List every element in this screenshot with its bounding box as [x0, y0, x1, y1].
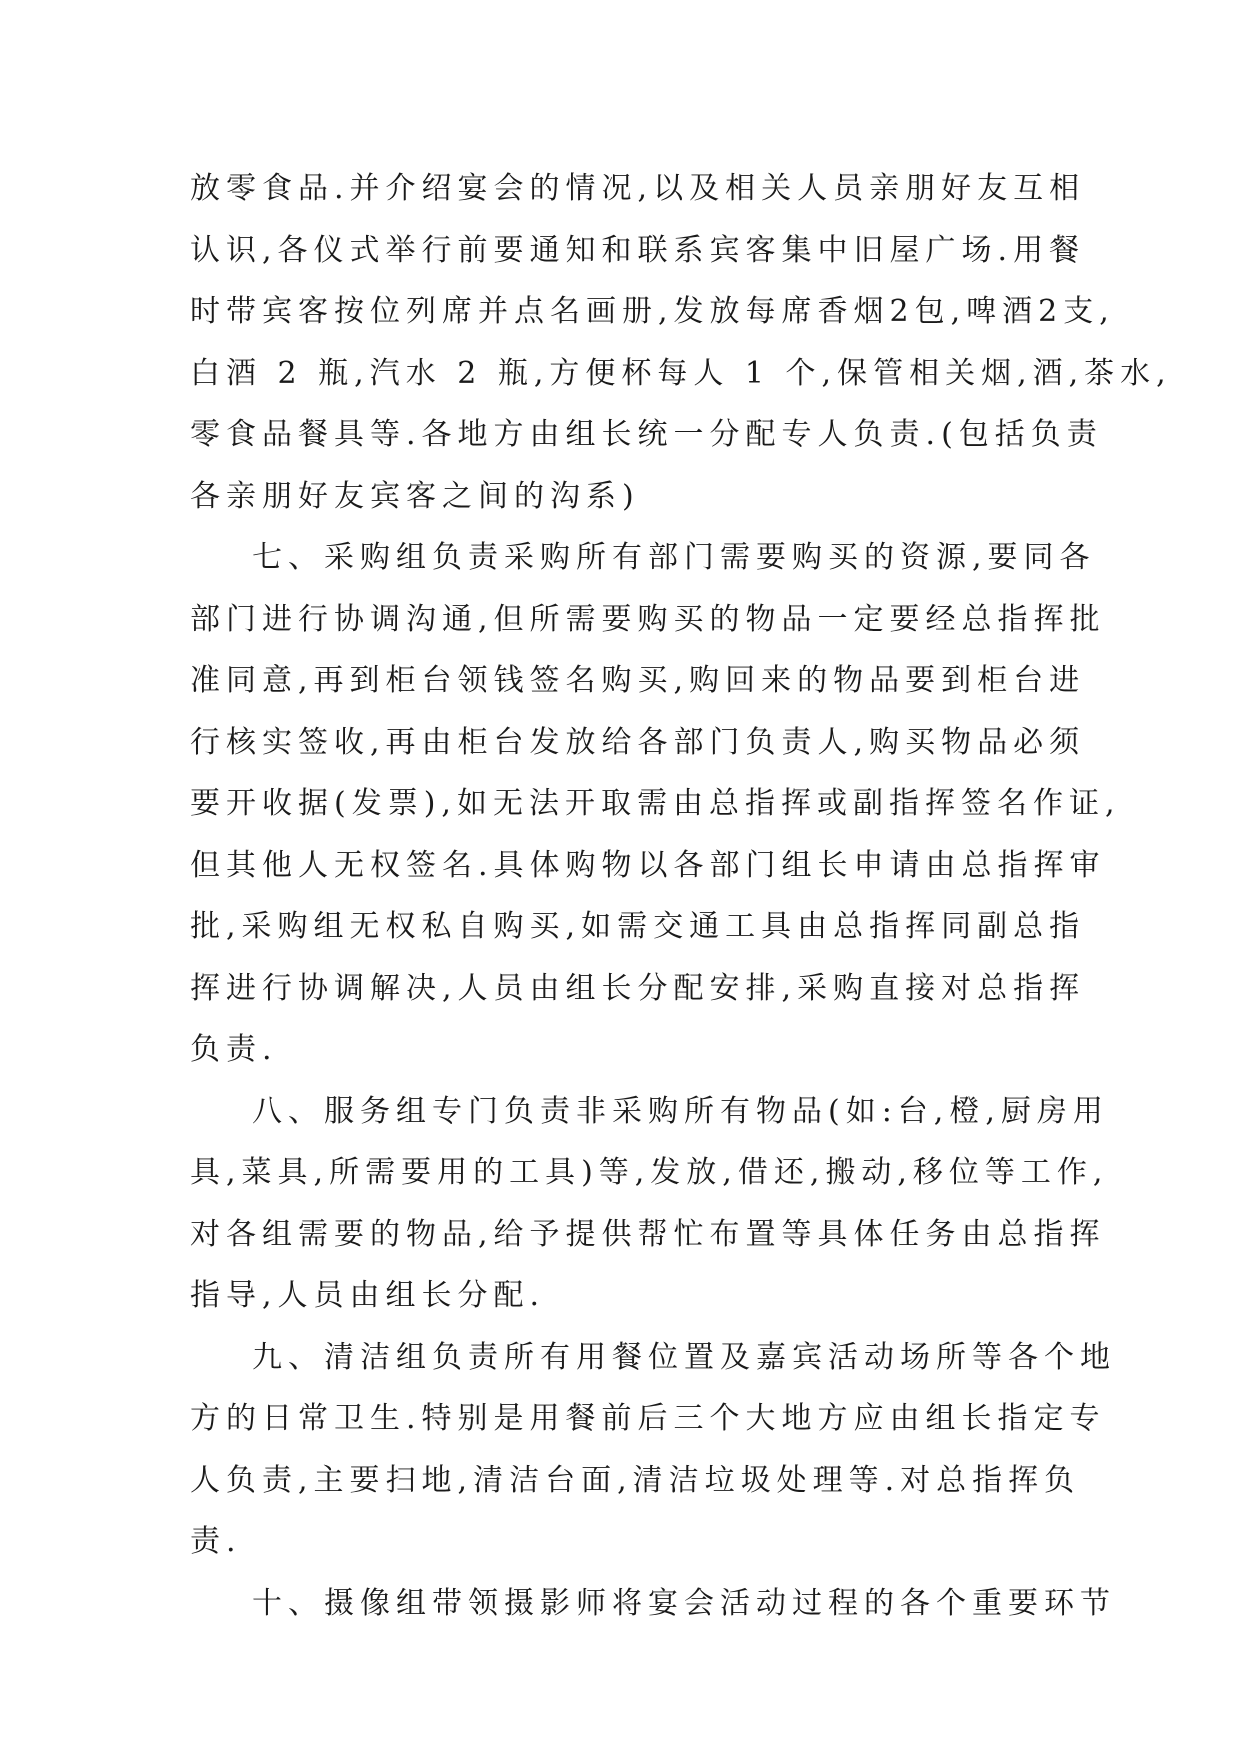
text-line: 要开收据(发票),如无法开取需由总指挥或副指挥签名作证, — [190, 786, 1121, 821]
text-line: 准同意,再到柜台领钱签名购买,购回来的物品要到柜台进 — [190, 663, 1086, 698]
text-line: 九、清洁组负责所有用餐位置及嘉宾活动场所等各个地 — [252, 1339, 1116, 1375]
text-line: 认识,各仪式举行前要通知和联系宾客集中旧屋广场.用餐 — [190, 232, 1086, 268]
text-line: 时带宾客按位列席并点名画册,发放每席香烟2包,啤酒2支, — [190, 294, 1115, 329]
text-line: 十、摄像组带领摄影师将宴会活动过程的各个重要环节 — [252, 1585, 1116, 1621]
text-line: 挥进行协调解决,人员由组长分配安排,采购直接对总指挥 — [190, 970, 1086, 1006]
text-line: 负责. — [190, 1032, 278, 1067]
text-line: 人负责,主要扫地,清洁台面,清洁垃圾处理等.对总指挥负 — [190, 1462, 1081, 1498]
text-line: 部门进行协调沟通,但所需要购买的物品一定要经总指挥批 — [190, 601, 1106, 637]
body-text — [190, 158, 1172, 1634]
text-line: 批,采购组无权私自购买,如需交通工具由总指挥同副总指 — [190, 909, 1086, 944]
text-line: 方的日常卫生.特别是用餐前后三个大地方应由组长指定专 — [190, 1401, 1106, 1436]
text-line: 放零食品.并介绍宴会的情况,以及相关人员亲朋好友互相 — [190, 171, 1086, 206]
text-line: 八、服务组专门负责非采购所有物品(如:台,橙,厨房用 — [252, 1093, 1109, 1129]
text-line: 具,菜具,所需要用的工具)等,发放,借还,搬动,移位等工作, — [190, 1155, 1109, 1190]
text-line: 白酒 2 瓶,汽水 2 瓶,方便杯每人 1 个,保管相关烟,酒,茶水, — [190, 355, 1172, 391]
text-line: 责. — [190, 1524, 242, 1559]
text-line: 但其他人无权签名.具体购物以各部门组长申请由总指挥审 — [190, 847, 1106, 883]
text-line: 七、采购组负责采购所有部门需要购买的资源,要同各 — [252, 540, 1096, 575]
text-line: 行核实签收,再由柜台发放给各部门负责人,购买物品必须 — [190, 724, 1086, 760]
text-line: 指导,人员由组长分配. — [190, 1278, 546, 1313]
text-line: 各亲朋好友宾客之间的沟系) — [190, 478, 640, 514]
text-line: 零食品餐具等.各地方由组长统一分配专人负责.(包括负责 — [190, 417, 1103, 452]
text-line: 对各组需要的物品,给予提供帮忙布置等具体任务由总指挥 — [190, 1216, 1106, 1252]
